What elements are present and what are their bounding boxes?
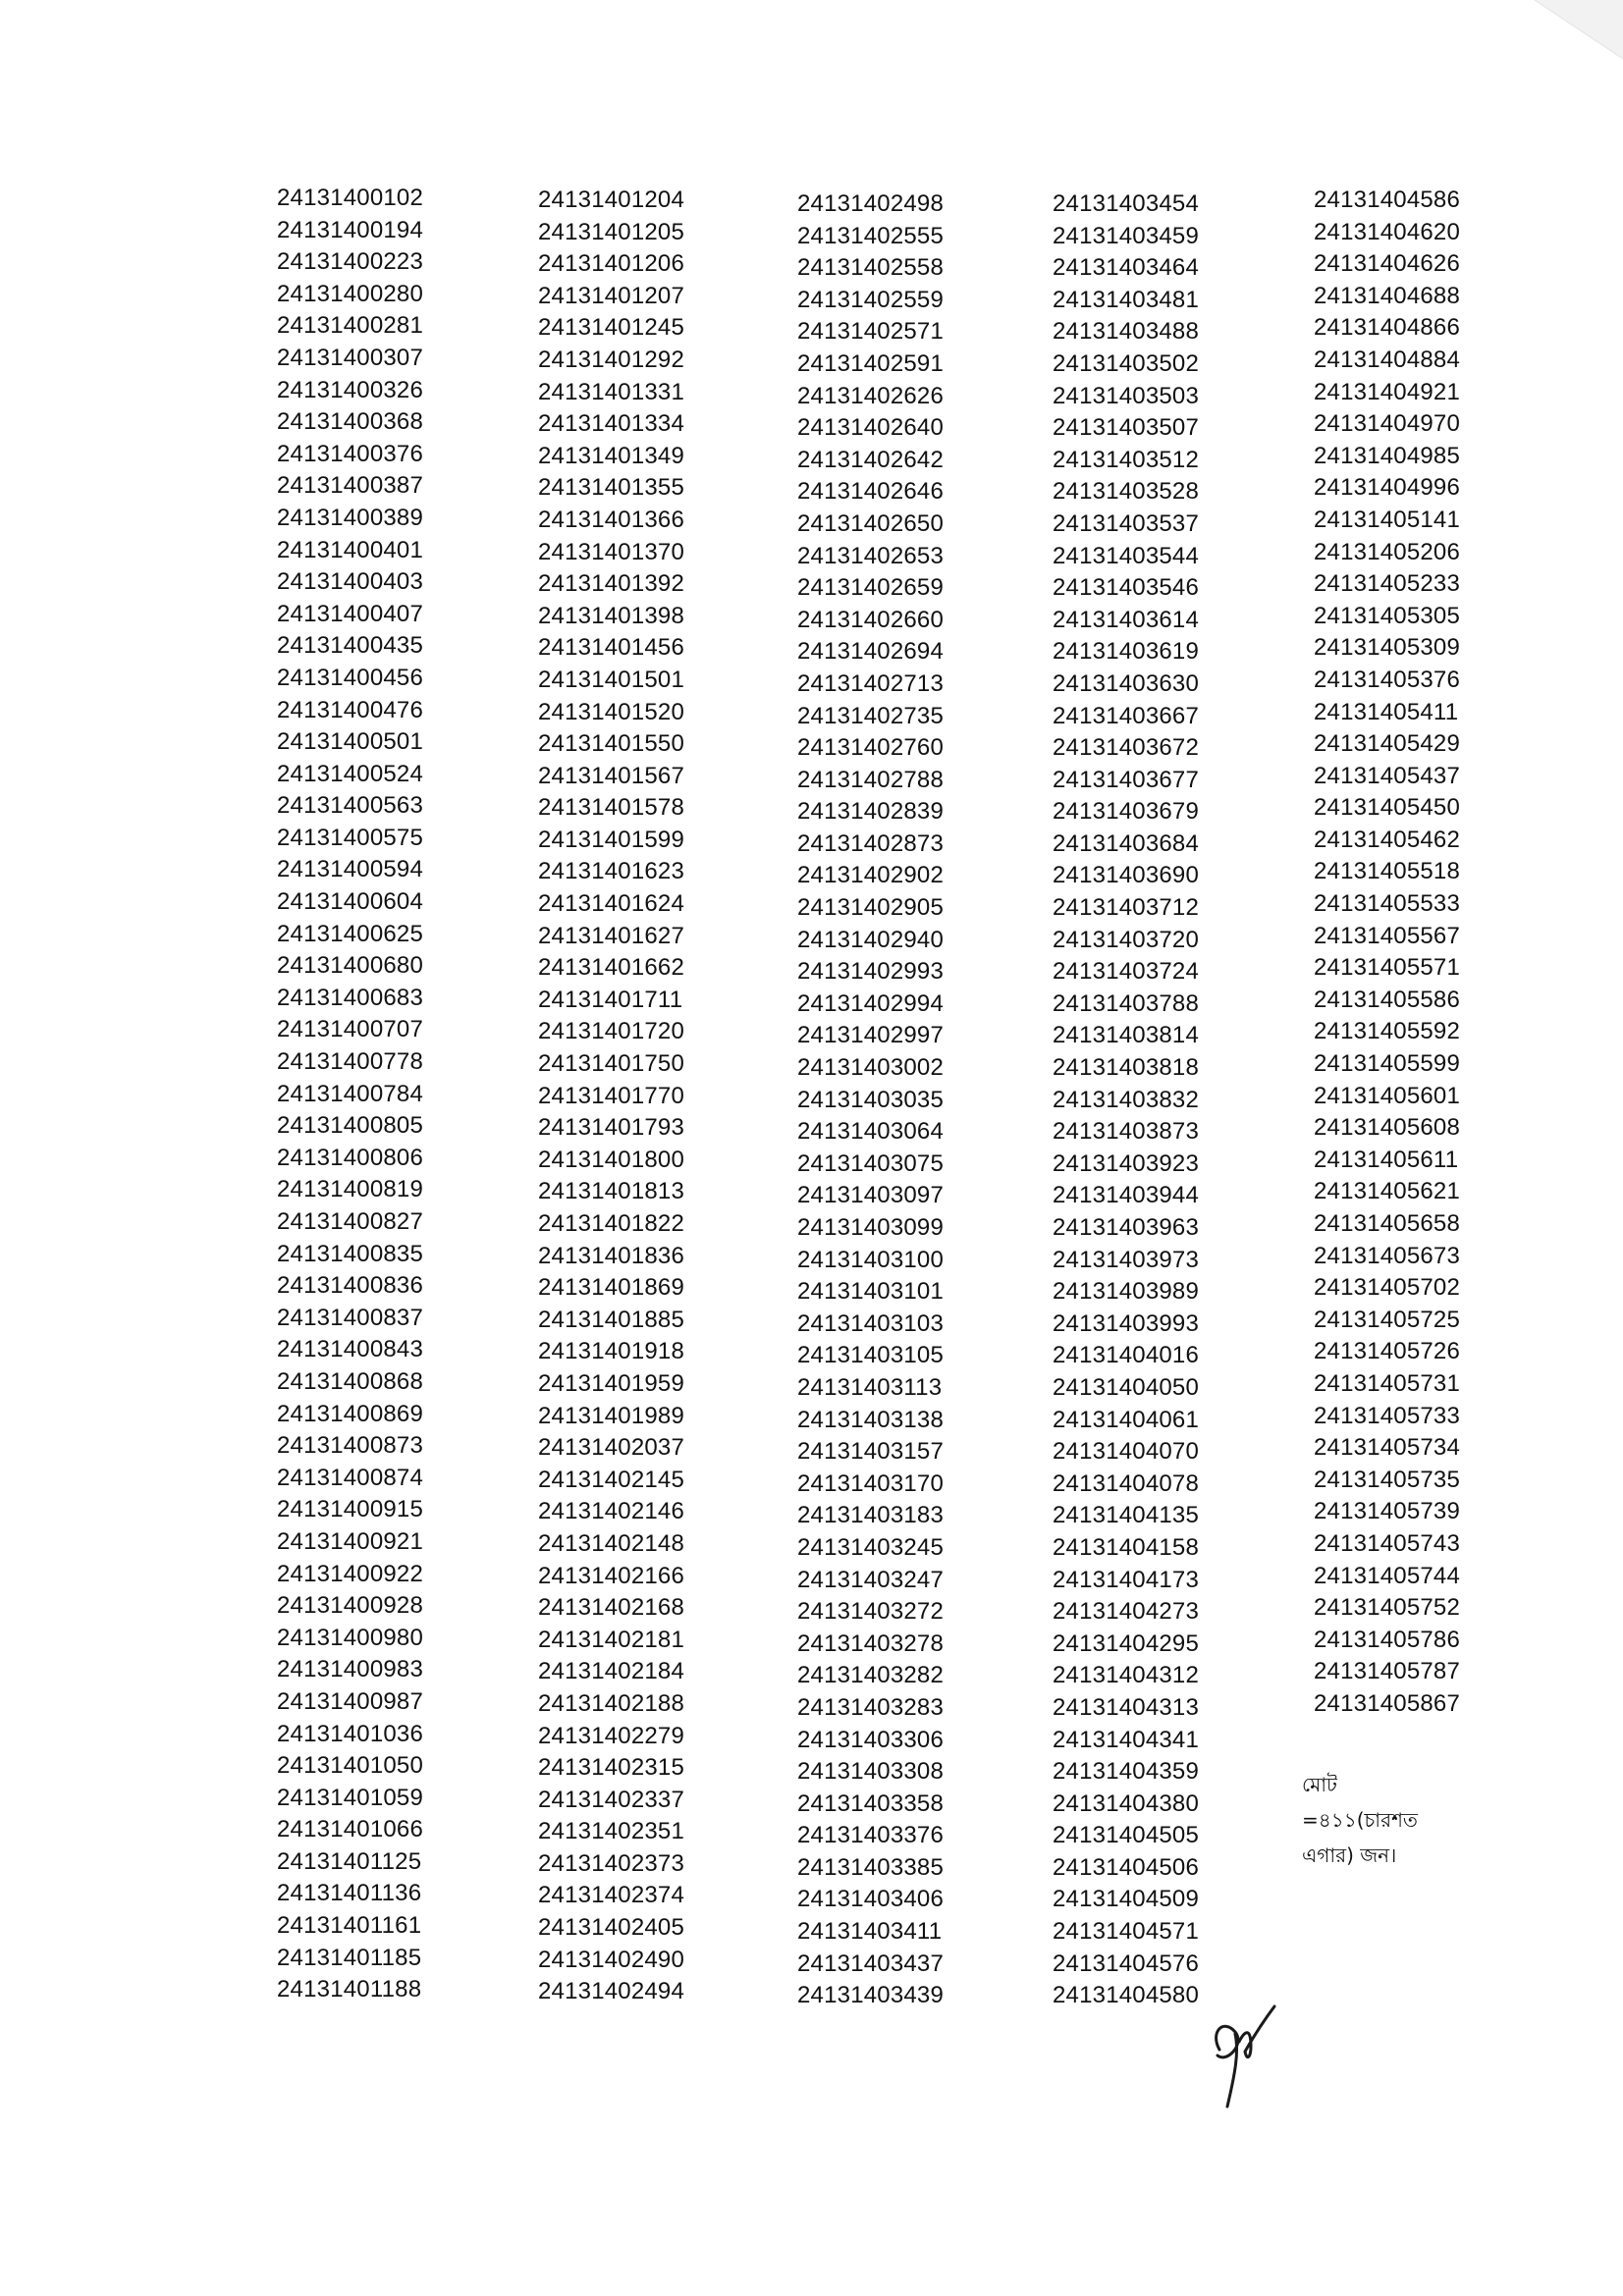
roll-number: 24131403537 [1053,509,1200,537]
roll-number: 24131403100 [797,1246,945,1273]
roll-number: 24131400594 [277,856,424,883]
roll-number: 24131401188 [277,1976,422,2003]
roll-number: 24131402188 [538,1689,685,1717]
roll-number: 24131403512 [1053,446,1200,473]
roll-number: 24131404586 [1314,187,1461,213]
roll-number: 24131405743 [1314,1529,1461,1557]
roll-number: 24131400575 [277,824,424,851]
roll-number: 24131402713 [797,669,945,697]
roll-number: 24131403788 [1053,989,1200,1017]
roll-number: 24131403247 [797,1566,945,1593]
roll-number: 24131404312 [1053,1662,1200,1689]
roll-number: 24131402373 [538,1849,685,1877]
roll-number: 24131402555 [797,222,945,249]
roll-number: 24131404866 [1314,314,1461,342]
roll-number: 24131401207 [538,282,685,309]
roll-number: 24131402498 [797,190,945,217]
roll-number: 24131401627 [538,922,685,949]
roll-number: 24131400819 [277,1176,424,1203]
roll-number: 24131400873 [277,1432,424,1460]
roll-number: 24131403454 [1053,190,1200,217]
roll-number: 24131405726 [1314,1338,1461,1365]
roll-number: 24131401959 [538,1369,685,1397]
roll-number: 24131402168 [538,1594,685,1622]
roll-number: 24131400680 [277,952,424,980]
roll-number: 24131402660 [797,606,945,633]
roll-number: 24131400843 [277,1336,424,1363]
roll-number: 24131403097 [797,1182,945,1209]
roll-number: 24131405437 [1314,762,1461,789]
roll-number: 24131400784 [277,1080,424,1107]
roll-number: 24131403832 [1053,1086,1200,1113]
roll-number: 24131402650 [797,509,945,537]
roll-number: 24131402839 [797,798,945,826]
roll-number: 24131401125 [277,1847,422,1875]
roll-number: 24131405567 [1314,922,1461,949]
roll-number: 24131401206 [538,250,685,278]
roll-number: 24131403002 [797,1054,945,1082]
roll-number: 24131401036 [277,1720,424,1747]
roll-number: 24131400524 [277,760,424,787]
roll-number: 24131403873 [1053,1118,1200,1146]
roll-number: 24131403973 [1053,1246,1200,1273]
roll-number: 24131404173 [1053,1566,1200,1593]
roll-number: 24131401599 [538,826,685,853]
roll-number: 24131404158 [1053,1533,1200,1561]
roll-number: 24131400805 [277,1112,424,1140]
roll-number: 24131405233 [1314,570,1461,598]
roll-number: 24131401334 [538,410,685,438]
roll-number: 24131401800 [538,1146,685,1173]
roll-number: 24131402940 [797,926,945,953]
roll-number: 24131405309 [1314,634,1461,662]
roll-number: 24131402646 [797,478,945,506]
roll-number: 24131400223 [277,248,424,276]
roll-number: 24131402351 [538,1818,685,1845]
roll-number: 24131402148 [538,1529,685,1557]
roll-number: 24131402997 [797,1022,945,1049]
roll-number: 24131405786 [1314,1626,1461,1653]
roll-number: 24131402181 [538,1626,685,1653]
roll-number: 24131404985 [1314,442,1461,469]
roll-number: 24131405608 [1314,1114,1461,1142]
roll-number: 24131404996 [1314,474,1461,502]
roll-number: 24131400476 [277,696,424,723]
roll-column-1 [277,183,473,2006]
roll-number: 24131401793 [538,1114,685,1142]
roll-number: 24131405141 [1314,506,1461,533]
roll-number: 24131404509 [1053,1886,1200,1913]
roll-number: 24131403503 [1053,382,1200,409]
roll-number: 24131403679 [1053,798,1200,826]
roll-number: 24131402760 [797,734,945,762]
roll-number: 24131404380 [1053,1789,1200,1817]
roll-number: 24131403614 [1053,606,1200,633]
roll-number: 24131402374 [538,1882,685,1909]
roll-number: 24131405673 [1314,1242,1461,1269]
roll-number: 24131400604 [277,888,424,916]
roll-number: 24131405744 [1314,1562,1461,1589]
roll-number: 24131401370 [538,538,685,565]
roll-number: 24131404626 [1314,250,1461,278]
roll-number: 24131403245 [797,1533,945,1561]
roll-number: 24131402559 [797,286,945,313]
roll-number: 24131402905 [797,894,945,922]
roll-number: 24131401050 [277,1752,424,1780]
roll-number: 24131405518 [1314,858,1461,885]
roll-number: 24131402315 [538,1754,685,1782]
roll-number: 24131400707 [277,1016,424,1043]
total-value-words: এগার) জন। [1302,1843,1397,1867]
roll-number: 24131405305 [1314,602,1461,629]
roll-number: 24131401331 [538,378,685,405]
roll-number: 24131400194 [277,216,424,243]
roll-number: 24131401550 [538,730,685,758]
roll-number: 24131401770 [538,1082,685,1109]
roll-number: 24131403690 [1053,862,1200,889]
roll-number: 24131400868 [277,1367,424,1395]
roll-number: 24131400922 [277,1560,424,1587]
roll-number: 24131402626 [797,382,945,409]
roll-number: 24131405867 [1314,1689,1461,1717]
roll-number: 24131402490 [538,1946,685,1973]
roll-number: 24131401578 [538,794,685,822]
roll-number: 24131403272 [797,1598,945,1626]
roll-number: 24131401711 [538,986,683,1013]
roll-number: 24131402184 [538,1658,685,1685]
roll-number: 24131402993 [797,958,945,986]
roll-number: 24131403459 [1053,222,1200,249]
roll-number: 24131400326 [277,376,424,403]
roll-number: 24131402591 [797,349,945,377]
roll-number: 24131404061 [1053,1406,1200,1433]
roll-column-5 [1314,185,1510,1721]
roll-number: 24131404359 [1053,1758,1200,1786]
roll-number: 24131401204 [538,187,685,213]
roll-number: 24131403358 [797,1789,945,1817]
roll-number: 24131400874 [277,1464,424,1491]
roll-number: 24131403619 [1053,638,1200,666]
roll-number: 24131403138 [797,1406,945,1433]
roll-number: 24131404580 [1053,1982,1200,2009]
roll-column-2 [538,185,734,2008]
roll-number: 24131400102 [277,185,424,211]
roll-number: 24131404884 [1314,346,1461,373]
roll-number: 24131400928 [277,1592,424,1620]
roll-number: 24131403064 [797,1118,945,1146]
roll-number: 24131404921 [1314,378,1461,405]
roll-number: 24131403993 [1053,1309,1200,1337]
roll-number: 24131401205 [538,218,685,245]
roll-number: 24131400281 [277,312,424,340]
roll-number: 24131400836 [277,1272,424,1300]
total-label: মোট [1302,1773,1337,1796]
roll-number: 24131401520 [538,698,685,725]
roll-number: 24131405739 [1314,1498,1461,1525]
roll-number: 24131402571 [797,318,945,346]
roll-number: 24131403630 [1053,669,1200,697]
roll-number: 24131405731 [1314,1369,1461,1397]
roll-number: 24131400683 [277,984,424,1011]
roll-number: 24131405734 [1314,1434,1461,1462]
roll-number: 24131403099 [797,1214,945,1241]
roll-number: 24131403406 [797,1886,945,1913]
roll-number: 24131404295 [1053,1629,1200,1657]
roll-number: 24131400837 [277,1304,424,1331]
roll-number: 24131403411 [797,1918,943,1946]
roll-number: 24131405206 [1314,538,1461,565]
roll-number: 24131400389 [277,504,424,531]
roll-number: 24131401750 [538,1050,685,1078]
roll-number: 24131402735 [797,702,945,729]
roll-number: 24131405592 [1314,1018,1461,1045]
roll-number: 24131400563 [277,792,424,820]
roll-number: 24131405787 [1314,1658,1461,1685]
roll-column-4 [1053,188,1249,2012]
roll-number: 24131405735 [1314,1466,1461,1493]
roll-number: 24131404970 [1314,410,1461,438]
roll-number: 24131402279 [538,1722,685,1749]
roll-number: 24131403507 [1053,414,1200,442]
roll-number: 24131404016 [1053,1342,1200,1369]
roll-number: 24131401161 [277,1912,422,1940]
roll-number: 24131402558 [797,254,945,282]
roll-number: 24131401456 [538,634,685,662]
roll-number: 24131402642 [797,446,945,473]
roll-number: 24131401066 [277,1816,424,1843]
roll-number: 24131405725 [1314,1306,1461,1333]
roll-number: 24131403720 [1053,926,1200,953]
roll-number: 24131401136 [277,1880,422,1907]
roll-number: 24131403105 [797,1342,945,1369]
roll-number: 24131405411 [1314,698,1459,725]
roll-number: 24131403481 [1053,286,1200,313]
roll-number: 24131403103 [797,1309,945,1337]
roll-number: 24131401349 [538,442,685,469]
roll-number: 24131402902 [797,862,945,889]
roll-number: 24131401366 [538,506,685,533]
roll-number: 24131402873 [797,829,945,857]
roll-number: 24131400987 [277,1687,424,1715]
roll-number: 24131405586 [1314,986,1461,1013]
roll-number: 24131402145 [538,1466,685,1493]
roll-number: 24131401836 [538,1242,685,1269]
roll-number: 24131401355 [538,474,685,502]
roll-number: 24131400501 [277,728,424,756]
roll-number: 24131401059 [277,1784,424,1811]
roll-number: 24131403075 [797,1149,945,1177]
roll-number: 24131400387 [277,472,424,500]
roll-number: 24131400376 [277,440,424,467]
roll-number: 24131403385 [797,1853,945,1881]
roll-number: 24131403677 [1053,766,1200,793]
roll-number: 24131400983 [277,1656,424,1683]
roll-number: 24131400778 [277,1048,424,1076]
roll-number: 24131402037 [538,1434,685,1462]
roll-number: 24131403170 [797,1469,945,1497]
roll-number: 24131402640 [797,414,945,442]
roll-number: 24131402405 [538,1914,685,1942]
roll-number: 24131402788 [797,766,945,793]
roll-number: 24131404341 [1053,1726,1200,1753]
roll-number: 24131400280 [277,280,424,307]
roll-number: 24131401623 [538,858,685,885]
roll-number: 24131403157 [797,1438,945,1466]
roll-number: 24131403376 [797,1822,945,1849]
roll-number: 24131400869 [277,1400,424,1427]
roll-number: 24131405621 [1314,1178,1461,1205]
roll-number: 24131403113 [797,1373,943,1401]
roll-number: 24131405376 [1314,666,1461,693]
roll-number: 24131402653 [797,542,945,569]
roll-number: 24131403528 [1053,478,1200,506]
roll-number: 24131401567 [538,762,685,789]
roll-number: 24131403439 [797,1982,945,2009]
roll-number: 24131401989 [538,1402,685,1429]
roll-number: 24131404070 [1053,1438,1200,1466]
roll-number: 24131403818 [1053,1054,1200,1082]
roll-number: 24131403306 [797,1726,945,1753]
roll-number: 24131400456 [277,664,424,691]
roll-number: 24131400435 [277,632,424,660]
roll-number: 24131402659 [797,574,945,602]
roll-number: 24131403278 [797,1629,945,1657]
roll-number: 24131400401 [277,536,424,563]
roll-number: 24131401501 [538,666,685,693]
roll-number: 24131402166 [538,1562,685,1589]
roll-number: 24131404506 [1053,1853,1200,1881]
roll-number: 24131405611 [1314,1146,1459,1173]
scan-edge-shadow [1505,0,1623,59]
roll-number: 24131400827 [277,1208,424,1235]
roll-number: 24131400307 [277,344,424,371]
roll-number: 24131404135 [1053,1502,1200,1529]
roll-number: 24131400368 [277,408,424,436]
roll-number: 24131404571 [1053,1918,1200,1946]
roll-number: 24131405752 [1314,1594,1461,1622]
roll-number: 24131403035 [797,1086,945,1113]
roll-number: 24131401624 [538,890,685,918]
roll-number: 24131404620 [1314,218,1461,245]
roll-number: 24131402494 [538,1978,685,2005]
roll-number: 24131402694 [797,638,945,666]
roll-number: 24131402146 [538,1498,685,1525]
roll-number: 24131401392 [538,570,685,598]
roll-number: 24131400625 [277,920,424,947]
roll-number: 24131400403 [277,568,424,596]
roll-number: 24131405702 [1314,1274,1461,1302]
roll-number: 24131402337 [538,1786,685,1813]
roll-number: 24131400921 [277,1527,424,1555]
total-count-note [1302,1767,1449,1873]
roll-number: 24131404505 [1053,1822,1200,1849]
roll-number: 24131403684 [1053,829,1200,857]
roll-number: 24131403989 [1053,1278,1200,1306]
roll-number: 24131402994 [797,989,945,1017]
roll-number: 24131401813 [538,1178,685,1205]
roll-number: 24131403923 [1053,1149,1200,1177]
roll-number: 24131400915 [277,1496,424,1523]
roll-number: 24131404576 [1053,1949,1200,1977]
roll-number: 24131404313 [1053,1693,1200,1721]
roll-number: 24131401918 [538,1338,685,1365]
roll-number: 24131401398 [538,602,685,629]
roll-number: 24131403437 [797,1949,945,1977]
roll-number: 24131403546 [1053,574,1200,602]
roll-number: 24131403183 [797,1502,945,1529]
roll-number: 24131404273 [1053,1598,1200,1626]
roll-number: 24131403963 [1053,1214,1200,1241]
roll-number: 24131403944 [1053,1182,1200,1209]
roll-number: 24131405429 [1314,730,1461,758]
roll-number: 24131403724 [1053,958,1200,986]
roll-number: 24131403672 [1053,734,1200,762]
roll-number: 24131403464 [1053,254,1200,282]
roll-number: 24131403712 [1053,894,1200,922]
roll-number: 24131403308 [797,1758,945,1786]
roll-column-3 [797,188,994,2012]
roll-number: 24131401185 [277,1944,422,1971]
roll-number: 24131404078 [1053,1469,1200,1497]
roll-number: 24131401245 [538,314,685,342]
roll-number: 24131401292 [538,346,685,373]
roll-number: 24131405462 [1314,826,1461,853]
roll-number: 24131401869 [538,1274,685,1302]
roll-number: 24131403544 [1053,542,1200,569]
roll-number: 24131401822 [538,1210,685,1237]
roll-number: 24131400806 [277,1144,424,1171]
roll-number: 24131403667 [1053,702,1200,729]
roll-number: 24131403814 [1053,1022,1200,1049]
roll-number: 24131404688 [1314,282,1461,309]
total-value: =৪১১(চারশত [1302,1808,1418,1832]
signature-mark [1206,1993,1294,2110]
roll-number: 24131405571 [1314,954,1461,982]
roll-number: 24131405533 [1314,890,1461,918]
roll-number: 24131401885 [538,1306,685,1333]
roll-number: 24131401720 [538,1018,685,1045]
roll-number: 24131400980 [277,1624,424,1651]
roll-number: 24131401662 [538,954,685,982]
roll-number: 24131400835 [277,1240,424,1267]
roll-number: 24131405733 [1314,1402,1461,1429]
roll-number: 24131403101 [797,1278,945,1306]
roll-number: 24131403488 [1053,318,1200,346]
roll-number: 24131405450 [1314,794,1461,822]
roll-number: 24131403282 [797,1662,945,1689]
roll-number: 24131400407 [277,600,424,627]
roll-number: 24131403502 [1053,349,1200,377]
roll-number: 24131405599 [1314,1050,1461,1078]
roll-number: 24131403283 [797,1693,945,1721]
roll-number: 24131405601 [1314,1082,1461,1109]
roll-number: 24131404050 [1053,1373,1200,1401]
roll-number: 24131405658 [1314,1210,1461,1237]
